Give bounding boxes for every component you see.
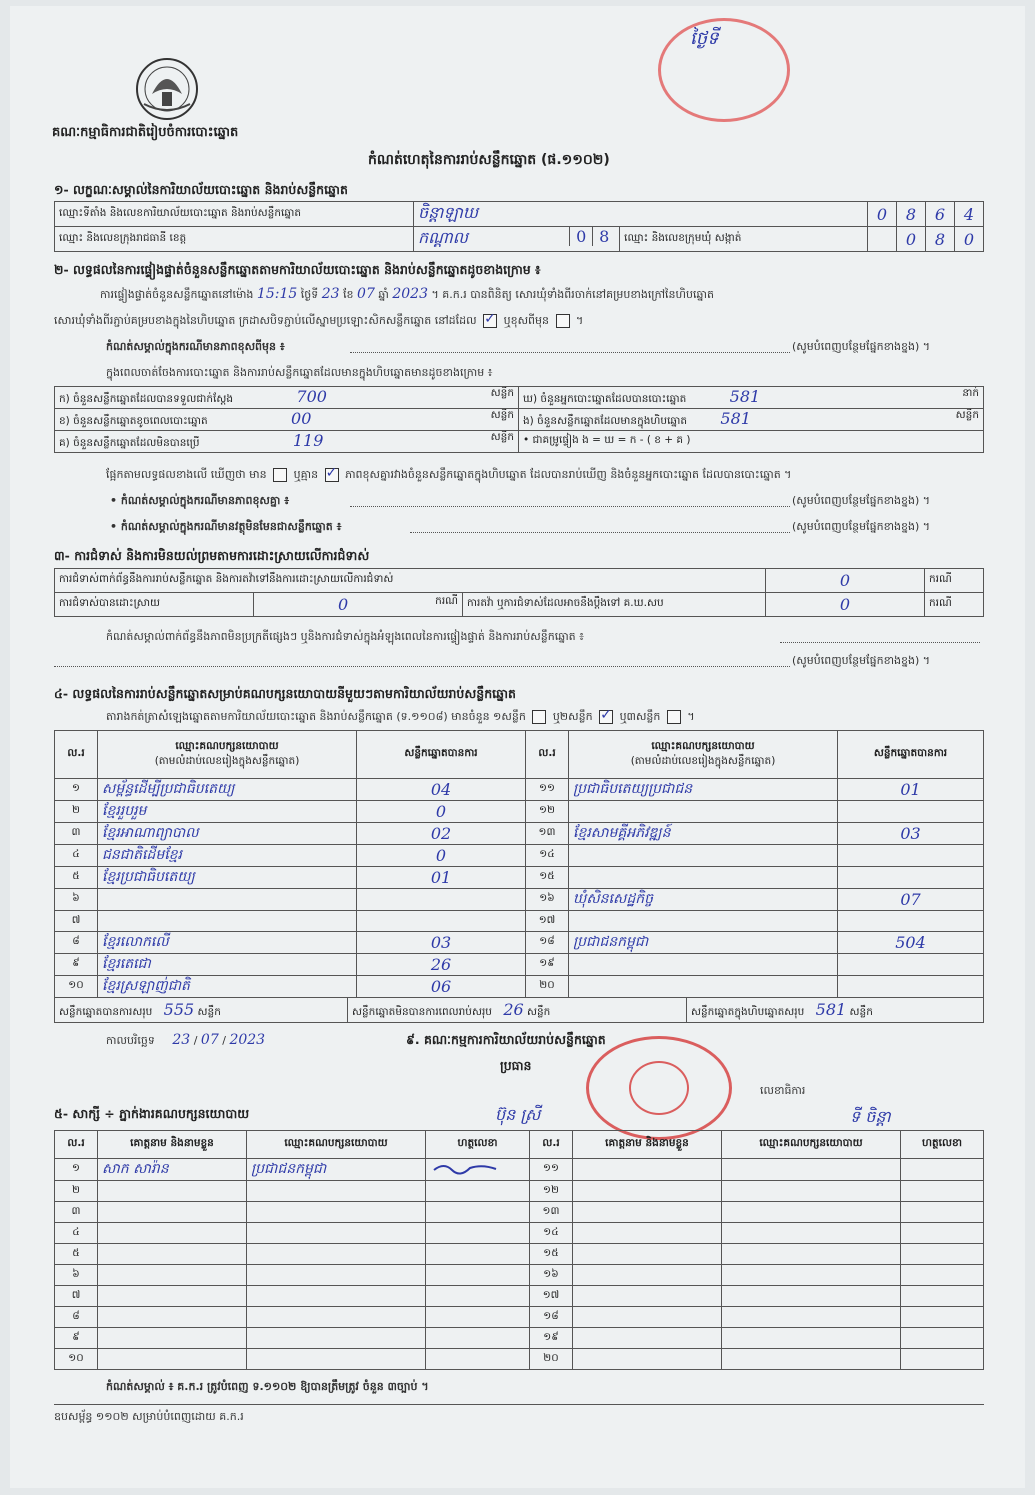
- result-votes-left: 01: [357, 867, 526, 889]
- result-party-left: ខ្មែរស្រឡាញ់ជាតិ: [98, 976, 357, 998]
- one-sheet-checkbox[interactable]: [532, 710, 546, 724]
- result-no-left: ២: [55, 801, 98, 823]
- witness-no-right: ១៩: [530, 1328, 573, 1349]
- witness-party-right: [722, 1223, 901, 1244]
- location-value: ចិន្តាឡាឃ: [414, 202, 868, 227]
- col-no-right: ល.រ: [526, 731, 569, 779]
- witness-sign-right[interactable]: [901, 1286, 984, 1307]
- witness-no-right: ១៦: [530, 1265, 573, 1286]
- witness-no-left: ៤: [55, 1223, 98, 1244]
- appeal-label: ការតវ៉ា ឬការជំទាស់ដែលអាចនឹងប្តឹងទៅ គ.ឃ.សប: [463, 593, 766, 617]
- difference-note-line: [350, 352, 790, 353]
- official-stamp: [586, 1036, 732, 1140]
- objection-unit: ករណី: [925, 569, 984, 593]
- count-row-d: ឃ) ចំនួនអ្នកបោះឆ្នោតដែលបានបោះឆ្នោត 581 នាក់: [519, 387, 984, 409]
- commune-digit-2: 8: [926, 227, 955, 252]
- secretary-name: ទី ចិន្ដា: [850, 1107, 891, 1126]
- witness-name-right[interactable]: [573, 1202, 722, 1223]
- secretary-label: លេខាធិការ: [760, 1084, 806, 1097]
- witness-name-left[interactable]: [98, 1286, 247, 1307]
- result-no-right: ១៤: [526, 845, 569, 867]
- emblem-icon: [132, 54, 202, 124]
- result-party-right: ប្រជាជនកម្ពុជា: [569, 932, 838, 954]
- col-no-left: ល.រ: [55, 731, 98, 779]
- witness-party-left: [247, 1286, 426, 1307]
- irregularity-hint: (សូមបំពេញបន្ថែមផ្នែកខាងខ្នង) ។: [792, 654, 931, 667]
- province-digit-2: 8: [592, 227, 615, 246]
- witness-sign-left[interactable]: [426, 1286, 530, 1307]
- col-votes-right: សន្លឹកឆ្នោតបានការ: [838, 731, 984, 779]
- result-votes-left: 03: [357, 932, 526, 954]
- location-digit-4: 4: [955, 202, 984, 227]
- witness-sign-right[interactable]: [901, 1181, 984, 1202]
- footer-note: កំណត់សម្គាល់ ៖ គ.ក.រ ត្រូវបំពេញ ទ.១១០២ ឱ្យបានត្រឹមត្រូវ ចំនួន ៣ច្បាប់ ។: [106, 1380, 429, 1393]
- witness-party-right: [722, 1244, 901, 1265]
- witness-name-right[interactable]: [573, 1349, 722, 1370]
- unchanged-checkbox[interactable]: [483, 314, 497, 328]
- result-no-right: ១៣: [526, 823, 569, 845]
- witness-sign-right[interactable]: [901, 1328, 984, 1349]
- witness-no-left: ១: [55, 1159, 98, 1181]
- witness-row: [55, 1307, 984, 1328]
- result-party-left: ជនជាតិដើមខ្មែរ: [98, 845, 357, 867]
- counts-table: [54, 386, 984, 453]
- result-party-left: ខ្មែរតេជោ: [98, 954, 357, 976]
- check-day: 23: [321, 286, 340, 302]
- result-row: [55, 889, 984, 911]
- witness-name-left[interactable]: សាក សារ៉ាន: [98, 1159, 247, 1181]
- result-party-left: ខ្មែរប្រជាធិបតេយ្យ: [98, 867, 357, 889]
- result-row: [55, 779, 984, 801]
- province-label: ឈ្មោះ និងលេខក្រុងរាជធានី ខេត្ត: [55, 227, 414, 252]
- irregularity-line-2: [54, 666, 790, 667]
- result-no-right: ១១: [526, 779, 569, 801]
- witness-name-left[interactable]: [98, 1307, 247, 1328]
- section1-heading: ១- លក្ខណៈសម្គាល់នៃការិយាល័យបោះឆ្នោត និងរាប់សន្លឹកឆ្នោត: [54, 182, 348, 197]
- result-votes-right: 07: [838, 889, 984, 911]
- w-col-name-right: គោត្តនាម និងនាមខ្លួន: [573, 1131, 722, 1159]
- result-votes-right: [838, 845, 984, 867]
- foreign-object-hint: (សូមបំពេញបន្ថែមផ្នែកខាងខ្នង) ។: [792, 520, 931, 533]
- appeal-count: 0: [766, 593, 925, 617]
- result-no-right: ១៧: [526, 911, 569, 932]
- col-party-right: ឈ្មោះគណបក្សនយោបាយ (តាមលំដាប់លេខរៀងក្នុងសន្លឹកឆ្នោត): [569, 731, 838, 779]
- result-no-left: ៦: [55, 889, 98, 911]
- witness-party-left: [247, 1265, 426, 1286]
- result-party-right: ប្រជាធិបតេយ្យប្រជាជន: [569, 779, 838, 801]
- result-no-left: ៨: [55, 932, 98, 954]
- three-sheets-checkbox[interactable]: [667, 710, 681, 724]
- committee-label: ៩. គណៈកម្មការការិយាល័យរាប់សន្លឹកឆ្នោត: [406, 1032, 606, 1047]
- witness-no-left: ៧: [55, 1286, 98, 1307]
- w-col-sign-right: ហត្ថលេខា: [901, 1131, 984, 1159]
- unused-count: 119: [292, 431, 324, 450]
- witness-sign-left[interactable]: [426, 1349, 530, 1370]
- result-votes-left: 0: [357, 801, 526, 823]
- form-page: [10, 6, 1025, 1488]
- result-votes-left: 02: [357, 823, 526, 845]
- witness-no-right: ១៧: [530, 1286, 573, 1307]
- two-sheets-checkbox[interactable]: [599, 710, 613, 724]
- result-votes-right: [838, 976, 984, 998]
- discrepancy-line: ផ្អែកតាមលទ្ធផលខាងលើ ឃើញថា មាន ឬគ្មាន ✓ ភាពខុសគ្នារវាងចំនួនសន្លឹកឆ្នោតក្នុងហិបឆ្នោត ដែលបានរាប់ឃើញ និងចំនួនអ្នកបោះឆ្នោត ដែលបានបោះឆ្នោត ។: [106, 468, 791, 484]
- witness-sign-right[interactable]: [901, 1202, 984, 1223]
- witness-name-right[interactable]: [573, 1181, 722, 1202]
- witness-no-left: ៣: [55, 1202, 98, 1223]
- footer-bottom: ឧបសម្ព័ន្ធ ១១០២ សម្រាប់បំពេញដោយ គ.ក.រ: [54, 1410, 244, 1423]
- result-row: [55, 845, 984, 867]
- witness-row: [55, 1223, 984, 1244]
- witness-party-left: [247, 1202, 426, 1223]
- result-votes-left: 26: [357, 954, 526, 976]
- result-votes-left: [357, 911, 526, 932]
- witness-name-left[interactable]: [98, 1328, 247, 1349]
- location-digit-2: 8: [897, 202, 926, 227]
- result-party-right: [569, 867, 838, 889]
- result-votes-right: [838, 867, 984, 889]
- result-party-left: សម្ព័ន្ធដើម្បីប្រជាធិបតេយ្យ: [98, 779, 357, 801]
- witness-no-left: ២: [55, 1181, 98, 1202]
- result-no-left: ១០: [55, 976, 98, 998]
- witness-no-right: ១១: [530, 1159, 573, 1181]
- witness-name-right[interactable]: [573, 1328, 722, 1349]
- witness-sign-right[interactable]: [901, 1307, 984, 1328]
- result-votes-left: 0: [357, 845, 526, 867]
- objection-label: ការជំទាស់ពាក់ព័ន្ធនឹងការរាប់សន្លឹកឆ្នោត និងការតវ៉ាទៅនឹងការដោះស្រាយលើការជំទាស់: [55, 569, 766, 593]
- witness-party-right: [722, 1159, 901, 1181]
- witness-no-right: ២០: [530, 1349, 573, 1370]
- discrepancy-note: • កំណត់សម្គាល់ក្នុងករណីមានភាពខុសគ្នា ៖: [110, 494, 290, 507]
- resolved-label: ការជំទាស់បានដោះស្រាយ: [55, 593, 254, 617]
- total-box: សន្លឹកឆ្នោតក្នុងហិបឆ្នោតសរុប 581 សន្លឹក: [686, 998, 983, 1022]
- witness-sign-left[interactable]: [426, 1159, 530, 1181]
- result-party-left: [98, 911, 357, 932]
- footer-divider: [54, 1404, 984, 1405]
- witness-party-right: [722, 1265, 901, 1286]
- date-line: កាលបរិច្ឆេទ 23 / 07 / 2023: [106, 1032, 266, 1048]
- witness-party-left: [247, 1223, 426, 1244]
- result-no-left: ៥: [55, 867, 98, 889]
- resolved-value-cell: 0 ករណី: [254, 593, 463, 617]
- appeal-unit: ករណី: [925, 593, 984, 617]
- witness-party-right: [722, 1286, 901, 1307]
- witness-sign-left[interactable]: [426, 1202, 530, 1223]
- totals-row: [55, 998, 984, 1023]
- location-digit-1: 0: [868, 202, 897, 227]
- result-row: [55, 932, 984, 954]
- difference-note-hint: (សូមបំពេញបន្ថែមផ្នែកខាងខ្នង) ។: [792, 340, 931, 353]
- w-col-party-left: ឈ្មោះគណបក្សនយោបាយ: [247, 1131, 426, 1159]
- result-party-right: [569, 801, 838, 823]
- result-party-right: [569, 911, 838, 932]
- result-party-right: [569, 845, 838, 867]
- witness-signature-icon: [430, 1160, 500, 1176]
- irregularity-note: កំណត់សម្គាល់ពាក់ព័ន្ធនឹងភាពមិនប្រក្រតីផ្សេងៗ ឬនិងការជំទាស់ក្នុងអំឡុងពេលនៃការផ្ទៀងផ្ទាត់ និងការរាប់សន្លឹកឆ្នោត ៖: [106, 630, 584, 643]
- result-votes-left: [357, 889, 526, 911]
- date-month: 07: [200, 1032, 219, 1048]
- result-party-left: ខ្មែរលោកលើ: [98, 932, 357, 954]
- tally-sheets-line: តារាងកត់ត្រាសំឡេងឆ្នោតតាមការិយាល័យបោះឆ្នោត និងរាប់សន្លឹកឆ្នោត (ទ.១១០៨) មានចំនួន ១សន្លឹក ឬ២សន្លឹក ✓ ឬ៣សន្លឹក ។: [106, 710, 695, 726]
- section5-heading: ៥- សាក្សី ÷ ភ្នាក់ងារគណបក្សនយោបាយ: [54, 1106, 250, 1121]
- witness-table: [54, 1130, 984, 1370]
- col-party-left: ឈ្មោះគណបក្សនយោបាយ (តាមលំដាប់លេខរៀងក្នុងសន្លឹកឆ្នោត): [98, 731, 357, 779]
- resolved-count: 0: [338, 595, 349, 614]
- total-invalid-value: 26: [503, 1000, 524, 1019]
- witness-no-right: ១២: [530, 1181, 573, 1202]
- result-row: [55, 823, 984, 845]
- witness-name-right[interactable]: [573, 1265, 722, 1286]
- results-table: [54, 730, 984, 1023]
- discrepancy-note-hint: (សូមបំពេញបន្ថែមផ្នែកខាងខ្នង) ។: [792, 494, 931, 507]
- result-no-left: ១: [55, 779, 98, 801]
- result-row: [55, 911, 984, 932]
- date-year: 2023: [229, 1032, 266, 1048]
- result-party-left: [98, 889, 357, 911]
- result-party-right: ខ្មែរសាមគ្គីអភិវឌ្ឍន៍: [569, 823, 838, 845]
- count-row-e: ង) ចំនួនសន្លឹកឆ្នោតដែលមានក្នុងហិបឆ្នោត 581 សន្លឹក: [519, 409, 984, 431]
- total-box-value: 581: [815, 1000, 847, 1019]
- result-votes-right: 03: [838, 823, 984, 845]
- changed-checkbox[interactable]: [556, 314, 570, 328]
- objections-table: [54, 568, 984, 617]
- witness-party-right: [722, 1328, 901, 1349]
- result-party-left: ខ្មែររួបរួម: [98, 801, 357, 823]
- province-value: កណ្ដាល 0 8: [414, 227, 620, 252]
- witness-name-left[interactable]: [98, 1181, 247, 1202]
- count-row-c: គ) ចំនួនសន្លឹកឆ្នោតដែលមិនបានប្រើ 119 សន្លឹក: [55, 431, 519, 453]
- witness-row: [55, 1244, 984, 1265]
- result-votes-right: [838, 801, 984, 823]
- result-party-left: ខ្មែរអាណាព្យាបាល: [98, 823, 357, 845]
- count-row-a: ក) ចំនួនសន្លឹកឆ្នោតដែលបានទទួលជាក់ស្តែង 700 សន្លឹក: [55, 387, 519, 409]
- witness-no-left: ៨: [55, 1307, 98, 1328]
- witness-party-left: [247, 1307, 426, 1328]
- witness-name-right[interactable]: [573, 1244, 722, 1265]
- result-no-right: ១៨: [526, 932, 569, 954]
- result-no-right: ២០: [526, 976, 569, 998]
- received-count: 700: [296, 387, 327, 406]
- witness-name-left[interactable]: [98, 1202, 247, 1223]
- date-day: 23: [172, 1032, 191, 1048]
- result-party-right: [569, 954, 838, 976]
- result-no-right: ១៥: [526, 867, 569, 889]
- witness-row: [55, 1159, 984, 1181]
- witness-sign-right[interactable]: [901, 1159, 984, 1181]
- formula: • ជាគម្រូផ្ទៀង ង = ឃ = ក - ( ខ + គ ): [519, 431, 984, 453]
- province-digit-1: 0: [569, 227, 592, 246]
- witness-row: [55, 1181, 984, 1202]
- foreign-object-line: [410, 532, 790, 533]
- total-valid-value: 555: [163, 999, 195, 1019]
- location-label: ឈ្មោះទីតាំង និងលេខការិយាល័យបោះឆ្នោត និងរាប់សន្លឹកឆ្នោត: [55, 202, 414, 227]
- w-col-no-left: ល.រ: [55, 1131, 98, 1159]
- witness-party-left: ប្រជាជនកម្ពុជា: [247, 1159, 426, 1181]
- witness-no-right: ១៥: [530, 1244, 573, 1265]
- objection-count: 0: [766, 569, 925, 593]
- count-row-b: ខ) ចំនួនសន្លឹកឆ្នោតខូចពេលបោះឆ្នោត 00 សន្លឹក: [55, 409, 519, 431]
- witness-row: [55, 1202, 984, 1223]
- commune-digit-1: 0: [897, 227, 926, 252]
- seal-check-line: សោរឃុំទាំងពីរភ្ជាប់គម្របខាងក្នុងនៃហិបឆ្នោត ក្រដាសបិទភ្ជាប់លើស្នាមប្រឡោះសិកសន្លឹកឆ្នោត នៅដដែល ✓ ឬខុសពីមុន ។: [54, 314, 583, 330]
- result-row: [55, 801, 984, 823]
- result-no-left: ៧: [55, 911, 98, 932]
- has-discrepancy-checkbox[interactable]: [273, 468, 287, 482]
- witness-party-left: [247, 1349, 426, 1370]
- spoiled-count: 00: [291, 409, 312, 428]
- witness-party-left: [247, 1328, 426, 1349]
- witness-no-right: ១៨: [530, 1307, 573, 1328]
- check-year: 2023: [392, 286, 428, 302]
- witness-sign-left[interactable]: [426, 1265, 530, 1286]
- counts-intro: ក្នុងពេលចាត់ចែងការបោះឆ្នោត និងការរាប់សន្លឹកឆ្នោតដែលមានក្នុងហិបឆ្នោតមានដូចខាងក្រោម ៖: [106, 366, 493, 379]
- voters-count: 581: [729, 387, 761, 406]
- discrepancy-note-line: [350, 506, 790, 507]
- w-col-party-right: ឈ្មោះគណបក្សនយោបាយ: [722, 1131, 901, 1159]
- witness-name-right[interactable]: [573, 1223, 722, 1244]
- witness-sign-right[interactable]: [901, 1223, 984, 1244]
- witness-no-left: ៥: [55, 1244, 98, 1265]
- witness-sign-right[interactable]: [901, 1265, 984, 1286]
- witness-row: [55, 1265, 984, 1286]
- witness-sign-right[interactable]: [901, 1349, 984, 1370]
- difference-note-label: កំណត់សម្គាល់ក្នុងករណីមានភាពខុសពីមុន ៖: [106, 340, 285, 353]
- witness-sign-right[interactable]: [901, 1244, 984, 1265]
- result-votes-left: 06: [357, 976, 526, 998]
- witness-row: [55, 1286, 984, 1307]
- result-row: [55, 976, 984, 998]
- witness-name-left[interactable]: [98, 1349, 247, 1370]
- result-no-right: ១៩: [526, 954, 569, 976]
- foreign-object-note: • កំណត់សម្គាល់ក្នុងករណីមានវត្ថុមិនមែនជាសន្លឹកឆ្នោត ៖: [110, 520, 342, 533]
- result-row: [55, 954, 984, 976]
- result-no-left: ៤: [55, 845, 98, 867]
- irregularity-line-1: [780, 642, 980, 643]
- top-handwritten-note: ថ្ងៃទី: [690, 28, 719, 49]
- witness-no-right: ១៣: [530, 1202, 573, 1223]
- issuer: គណៈកម្មាធិការជាតិរៀបចំការបោះឆ្នោត: [52, 125, 239, 140]
- top-stamp: [658, 18, 790, 122]
- witness-sign-left[interactable]: [426, 1307, 530, 1328]
- total-valid: សន្លឹកឆ្នោតបានការសរុប 555 សន្លឹក: [59, 999, 221, 1019]
- witness-party-left: [247, 1181, 426, 1202]
- result-votes-right: 01: [838, 779, 984, 801]
- w-col-name-left: គោត្តនាម និងនាមខ្លួន: [98, 1131, 247, 1159]
- witness-no-left: ១០: [55, 1349, 98, 1370]
- witness-row: [55, 1349, 984, 1370]
- result-row: [55, 867, 984, 889]
- commune-label: ឈ្មោះ និងលេខក្រុមឃុំ សង្កាត់: [620, 227, 868, 252]
- result-votes-right: [838, 954, 984, 976]
- result-no-left: ៩: [55, 954, 98, 976]
- w-col-sign-left: ហត្ថលេខា: [426, 1131, 530, 1159]
- witness-sign-left[interactable]: [426, 1328, 530, 1349]
- witness-name-right[interactable]: [573, 1286, 722, 1307]
- witness-party-right: [722, 1181, 901, 1202]
- section2-heading: ២- លទ្ធផលនៃការផ្ទៀងផ្ទាត់ចំនួនសន្លឹកឆ្នោតតាមការិយាល័យបោះឆ្នោត និងរាប់សន្លឹកឆ្នោតដូចខាងក្រោម ៖: [54, 262, 541, 277]
- result-no-right: ១៦: [526, 889, 569, 911]
- witness-sign-left[interactable]: [426, 1223, 530, 1244]
- box-count: 581: [720, 409, 751, 428]
- w-col-no-right: ល.រ: [530, 1131, 573, 1159]
- col-votes-left: សន្លឹកឆ្នោតបានការ: [357, 731, 526, 779]
- witness-name-left[interactable]: [98, 1265, 247, 1286]
- result-votes-right: [838, 911, 984, 932]
- total-invalid: សន្លឹកឆ្នោតមិនបានការពេលរាប់សរុប 26 សន្លឹក: [347, 998, 686, 1022]
- result-party-right: ឃុំសិនសេដ្ឋកិច្ច: [569, 889, 838, 911]
- witness-no-left: ៩: [55, 1328, 98, 1349]
- section1-table: [54, 201, 984, 252]
- witness-no-left: ៦: [55, 1265, 98, 1286]
- witness-sign-left[interactable]: [426, 1181, 530, 1202]
- witness-no-right: ១៤: [530, 1223, 573, 1244]
- commune-digit-3: 0: [955, 227, 984, 252]
- chair-label: ប្រធាន: [500, 1058, 532, 1073]
- witness-party-right: [722, 1202, 901, 1223]
- witness-sign-left[interactable]: [426, 1244, 530, 1265]
- no-discrepancy-checkbox[interactable]: [325, 468, 339, 482]
- witness-party-right: [722, 1349, 901, 1370]
- check-time: 15:15: [256, 286, 298, 302]
- witness-name-left[interactable]: [98, 1244, 247, 1265]
- witness-name-right[interactable]: [573, 1307, 722, 1328]
- result-no-left: ៣: [55, 823, 98, 845]
- result-no-right: ១២: [526, 801, 569, 823]
- witness-row: [55, 1328, 984, 1349]
- form-title: កំណត់ហេតុនៃការរាប់សន្លឹកឆ្នោត (ផ.១១០២): [368, 152, 610, 168]
- check-month: 07: [357, 286, 375, 302]
- witness-party-left: [247, 1244, 426, 1265]
- witness-name-right[interactable]: [573, 1159, 722, 1181]
- result-votes-left: 04: [357, 779, 526, 801]
- witness-name-left[interactable]: [98, 1223, 247, 1244]
- result-party-right: [569, 976, 838, 998]
- result-votes-right: 504: [838, 932, 984, 954]
- section3-heading: ៣- ការជំទាស់ និងការមិនយល់ព្រមតាមការដោះស្រាយលើការជំទាស់: [54, 548, 370, 563]
- chair-name: ប៊ុន ស្រី: [495, 1105, 541, 1124]
- check-time-line: ការផ្ទៀងផ្ទាត់ចំនួនសន្លឹកឆ្នោតនៅម៉ោង 15:15 ថ្ងៃទី 23 ខែ 07 ឆ្នាំ 2023 ។ គ.ក.រ បានពិនិត្យ សោរឃុំទាំងពីរចាក់នៅគម្របខាងក្រៅនៃហិបឆ្នោត: [100, 286, 714, 302]
- section4-heading: ៤- លទ្ធផលនៃការរាប់សន្លឹកឆ្នោតសម្រាប់គណបក្សនយោបាយនីមួយៗតាមការិយាល័យរាប់សន្លឹកឆ្នោត: [54, 686, 516, 701]
- witness-party-right: [722, 1307, 901, 1328]
- location-digit-3: 6: [926, 202, 955, 227]
